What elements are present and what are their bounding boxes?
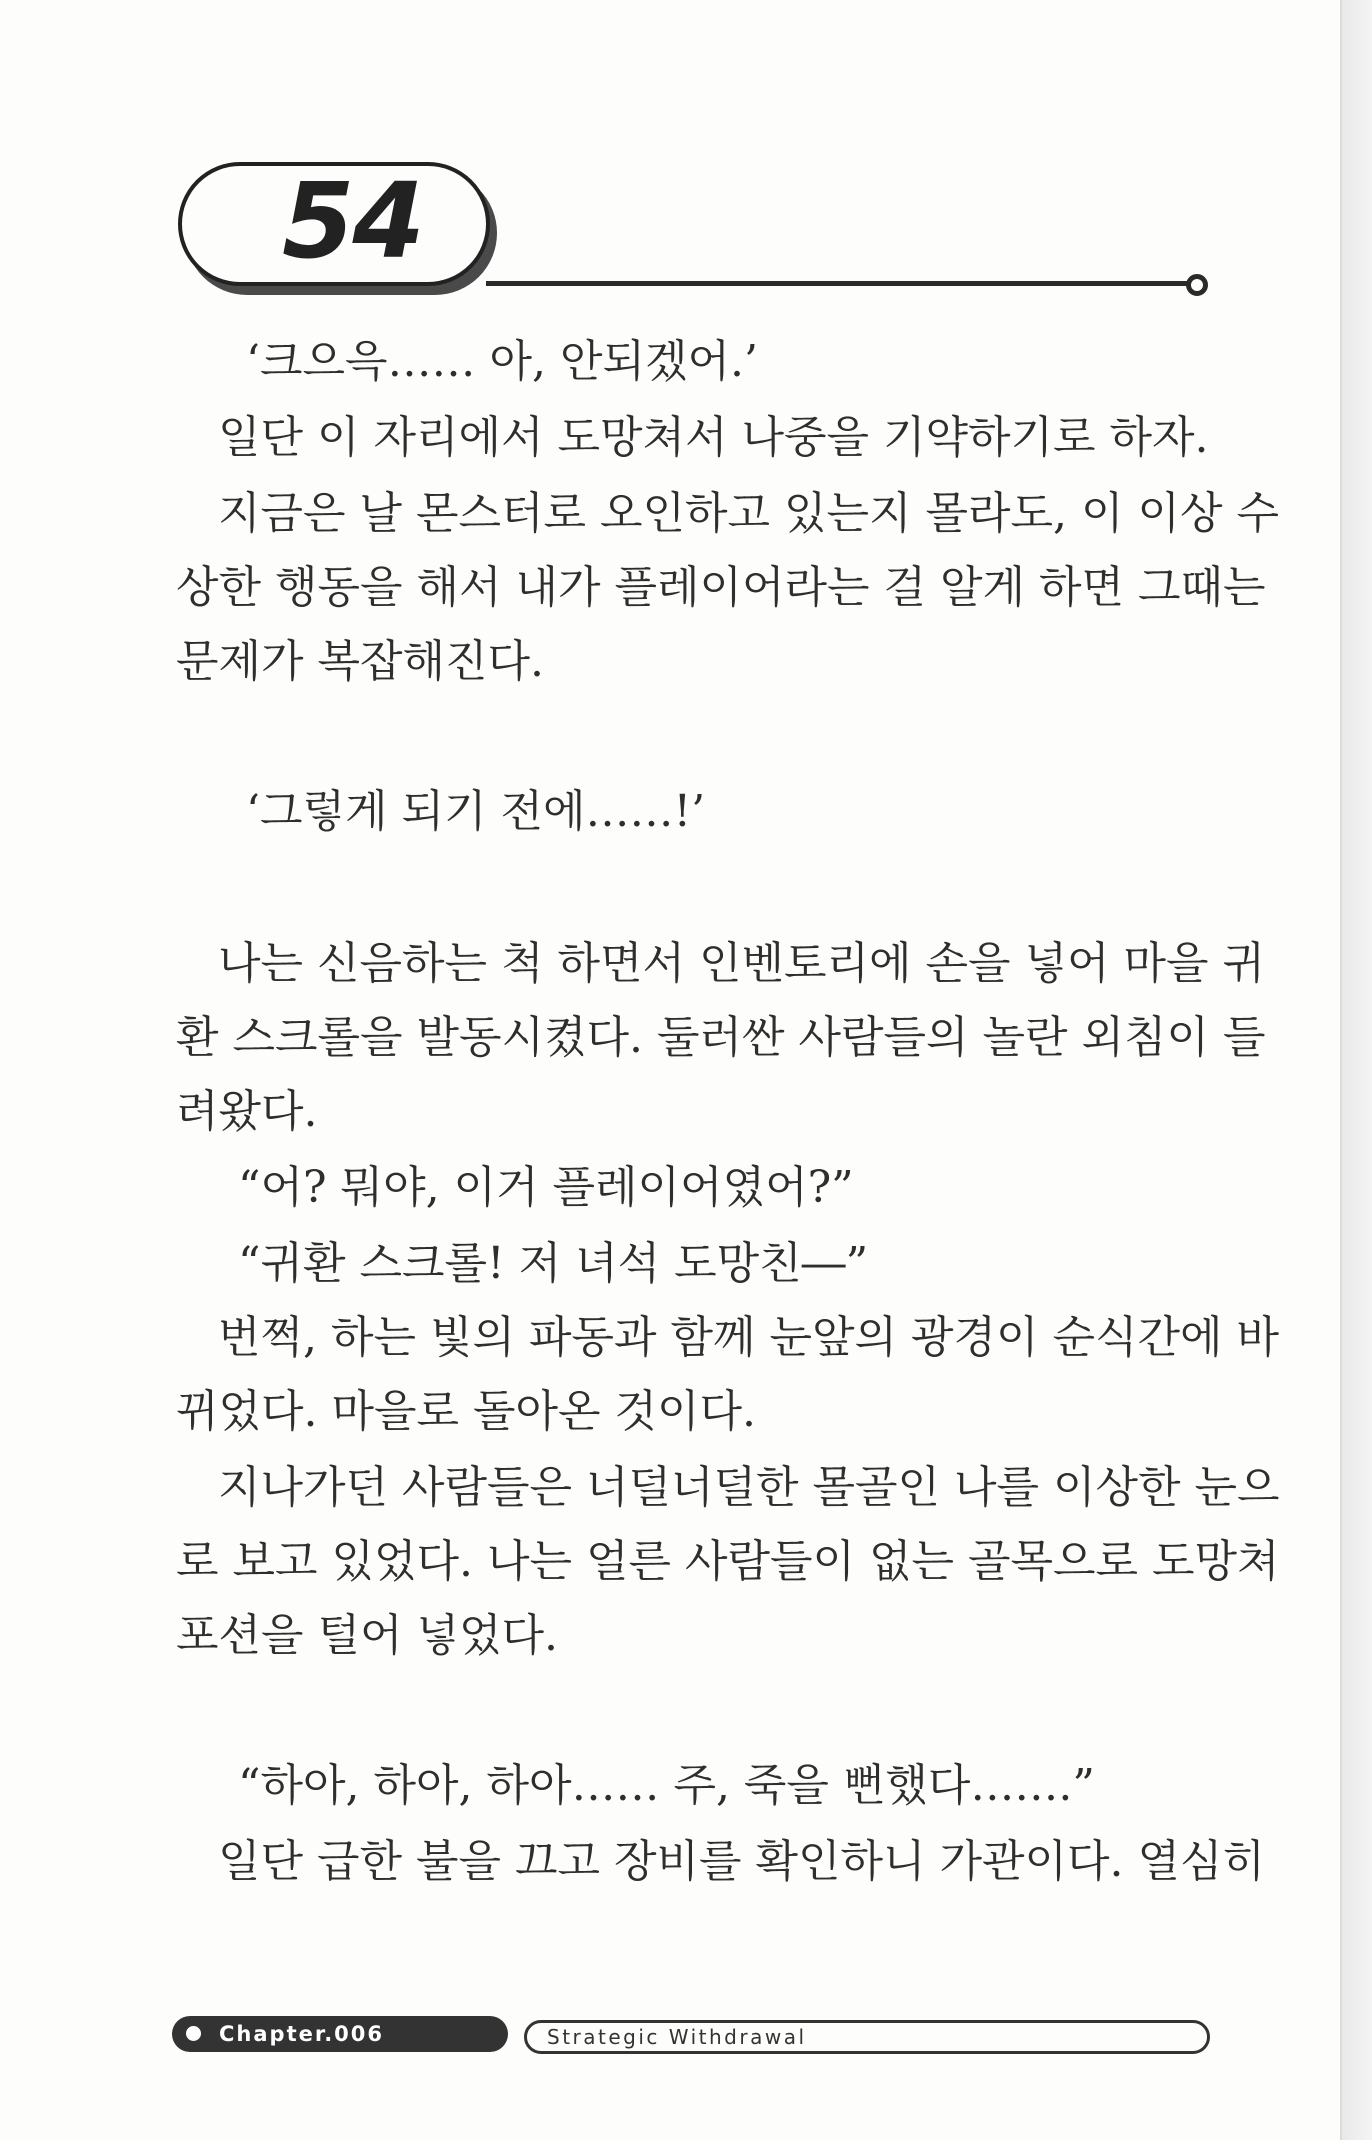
chapter-number: 54 <box>282 160 423 282</box>
body-line: 일단 이 자리에서 도망쳐서 나중을 기약하기로 하자. <box>218 412 1209 463</box>
body-line: 일단 급한 불을 끄고 장비를 확인하니 가관이다. 열심히 <box>218 1836 1265 1887</box>
body-line: 나는 신음하는 척 하면서 인벤토리에 손을 넣어 마을 귀 <box>218 938 1265 989</box>
body-line: ‘그렇게 되기 전에……!’ <box>246 786 706 837</box>
page-edge <box>1340 0 1372 2140</box>
header-rule-end-dot <box>1186 274 1208 296</box>
body-line: “귀환 스크롤! 저 녀석 도망친―” <box>238 1238 869 1289</box>
body-line: 지금은 날 몬스터로 오인하고 있는지 몰라도, 이 이상 수 <box>218 488 1279 539</box>
bullet-icon <box>186 2026 201 2041</box>
body-line: 환 스크롤을 발동시켰다. 둘러싼 사람들의 놀란 외침이 들 <box>176 1012 1266 1063</box>
body-line: 뀌었다. 마을로 돌아온 것이다. <box>176 1386 756 1437</box>
body-line: 상한 행동을 해서 내가 플레이어라는 걸 알게 하면 그때는 <box>176 562 1266 613</box>
footer-chapter-title: Strategic Withdrawal <box>524 2020 1210 2054</box>
body-line: 로 보고 있었다. 나는 얼른 사람들이 없는 골목으로 도망쳐 <box>176 1536 1280 1587</box>
body-line: 포션을 털어 넣었다. <box>176 1610 558 1661</box>
body-line: “어? 뭐야, 이거 플레이어였어?” <box>238 1162 854 1213</box>
body-line: 문제가 복잡해진다. <box>176 636 545 687</box>
header-rule <box>486 281 1192 286</box>
footer-chapter-text: Chapter.006 <box>219 2022 385 2046</box>
body-line: 번쩍, 하는 빛의 파동과 함께 눈앞의 광경이 순식간에 바 <box>218 1312 1279 1363</box>
footer-chapter-label <box>172 2016 508 2052</box>
body-line: “하아, 하아, 하아…… 주, 죽을 뻔했다…….” <box>238 1760 1095 1811</box>
body-line: 지나가던 사람들은 너덜너덜한 몰골인 나를 이상한 눈으 <box>218 1462 1280 1513</box>
body-line: 려왔다. <box>176 1086 318 1137</box>
body-line: ‘크으윽…… 아, 안되겠어.’ <box>246 336 758 387</box>
